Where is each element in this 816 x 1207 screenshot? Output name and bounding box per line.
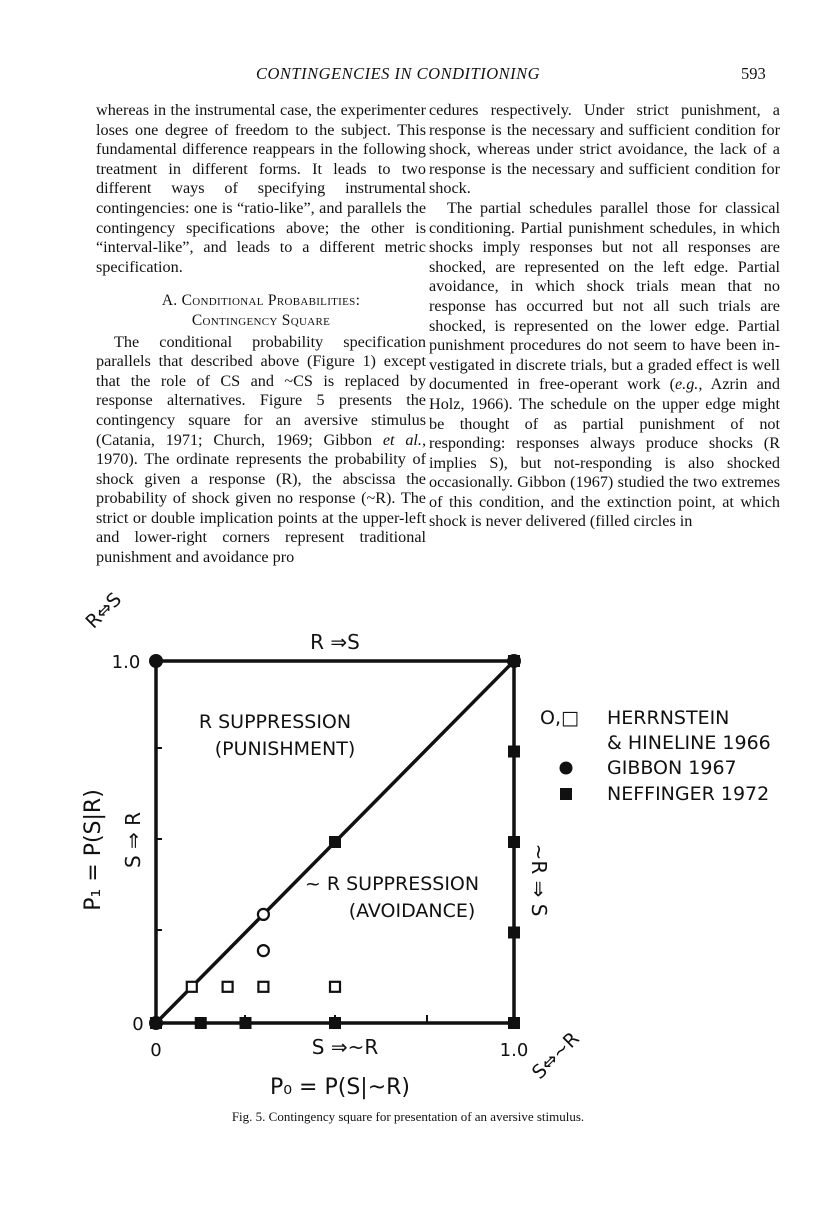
page-number: 593 — [741, 64, 766, 83]
legend-gibbon-marker — [560, 762, 573, 775]
data-point-open-square-3 — [330, 982, 340, 992]
bottom-edge-label: S ⇒~R — [311, 1035, 379, 1059]
data-point-open-square-2 — [258, 982, 268, 992]
region-lower-line1: ~ R SUPPRESSION — [304, 873, 480, 895]
corner-label-upper-left: R⇔S — [81, 588, 127, 634]
data-point-filled-square-1 — [195, 1017, 207, 1029]
corner-label-lower-right: S⇔~R — [527, 1027, 584, 1084]
left-column — [96, 101, 426, 568]
left-para-1: whereas in the instrumental case, the experimenter loses one degree of freedom to the subject. This fundamental difference reappears in the following treatment in different forms. It leads to two different ways of specifying instrumental contingencies: one is “ratio-like”, and parallels the contingency specifications above; the other is “interval-like”, and leads to a different metric specification. — [96, 101, 426, 276]
data-point-filled-circle-0 — [149, 654, 163, 668]
data-point-filled-square-9 — [329, 836, 341, 848]
legend-neffinger: NEFFINGER 1972 — [607, 783, 770, 805]
data-point-filled-square-0 — [150, 1017, 162, 1029]
region-upper-line2: (PUNISHMENT) — [214, 738, 356, 760]
figure-5 — [0, 560, 816, 1120]
data-point-open-circle-1 — [258, 945, 269, 956]
y-axis-title: P₁ = P(S|R) — [81, 789, 106, 911]
running-title: CONTINGENCIES IN CONDITIONING — [256, 64, 541, 83]
x-tick-left: 0 — [150, 1040, 162, 1061]
figure-caption: Fig. 5. Contingency square for presentation of an aversive stimulus. — [231, 1109, 585, 1124]
right-para-2-eg: e.g., — [674, 375, 703, 394]
data-point-open-circle-0 — [258, 909, 269, 920]
section-heading — [96, 291, 426, 330]
legend-herrnstein-line2: & HINELINE 1966 — [607, 732, 771, 754]
data-point-filled-square-6 — [508, 836, 520, 848]
data-point-filled-square-2 — [240, 1017, 252, 1029]
running-header — [0, 64, 816, 88]
legend — [540, 707, 771, 805]
region-lower-line2: (AVOIDANCE) — [348, 900, 476, 922]
region-upper-line1: R SUPPRESSION — [198, 711, 352, 733]
left-para-2 — [96, 333, 426, 568]
contingency-square-chart — [0, 560, 816, 1110]
left-para-2a: The conditional probability specification parallels that described above (Figure 1) except that the role of CS and ~CS is replaced by response alternatives. Figure 5 presents the contingency square for an aversive stimulus (Catania, 1971; Church, 1969; Gibbon — [96, 332, 426, 449]
right-para-1: cedures respectively. Under strict punishment, a response is the necessary and sufficient condition for shock, whereas under strict avoidance, the lack of a response is the necessary and sufficient condition for shock. — [429, 101, 780, 198]
legend-gibbon: GIBBON 1967 — [607, 757, 737, 779]
top-edge-label: R ⇒S — [310, 630, 360, 654]
right-edge-label: ~R ⇒ S — [527, 843, 551, 917]
legend-herrnstein-symbols: O,□ — [540, 707, 579, 729]
left-para-2-etal: et al., — [382, 430, 426, 449]
right-column — [429, 101, 780, 532]
data-point-filled-square-7 — [508, 746, 520, 758]
y-tick-top: 1.0 — [111, 652, 141, 673]
right-para-2b: Azrin and Holz, 1966). The schedule on the upper edge might be thought of as partial punishment of not responding: responses always produce shocks (R implies S), but not-responding is also shocked occasionally. Gibbon (1967) studied the two extremes of this condition, and the extinction point, at which shock is never delivered (filled circles in — [429, 375, 780, 531]
data-point-open-square-1 — [223, 982, 233, 992]
legend-herrnstein-line1: HERRNSTEIN — [607, 707, 730, 729]
data-point-open-square-0 — [187, 982, 197, 992]
legend-neffinger-marker — [560, 788, 572, 800]
data-point-filled-square-4 — [508, 1017, 520, 1029]
x-axis-title: P₀ = P(S|~R) — [269, 1075, 411, 1100]
right-para-2a: The partial schedules parallel those for classical conditioning. Partial punishment schedules, in which shocks imply responses but not all responses are shocked, are represented on the left edge. Partial avoidance, in which shock trials mean that no response has occurred but not all such trials are shocked, is represented on the lower edge. Partial punishment procedures do not seem to have been investigated in discrete trials, but a graded effect is well documented in free-operant work ( — [429, 198, 780, 394]
left-edge-label: S ⇒ R — [121, 811, 145, 869]
y-tick-bottom: 0 — [132, 1014, 144, 1035]
section-heading-line2: Contingency Square — [191, 311, 331, 329]
section-heading-line1: A. Conditional Probabilities: — [161, 292, 361, 310]
data-point-filled-square-3 — [329, 1017, 341, 1029]
x-tick-right: 1.0 — [499, 1040, 529, 1061]
left-para-2b: 1970). The ordinate represents the probability of shock given a response (R), the abscissa the probability of shock given no response (~R). The strict or double implication points at the upper-left and lower-right corners represent traditional punishment and avoidance pro — [96, 450, 426, 567]
data-point-filled-square-5 — [508, 927, 520, 939]
data-point-filled-square-8 — [508, 655, 520, 667]
right-para-2 — [429, 199, 780, 532]
